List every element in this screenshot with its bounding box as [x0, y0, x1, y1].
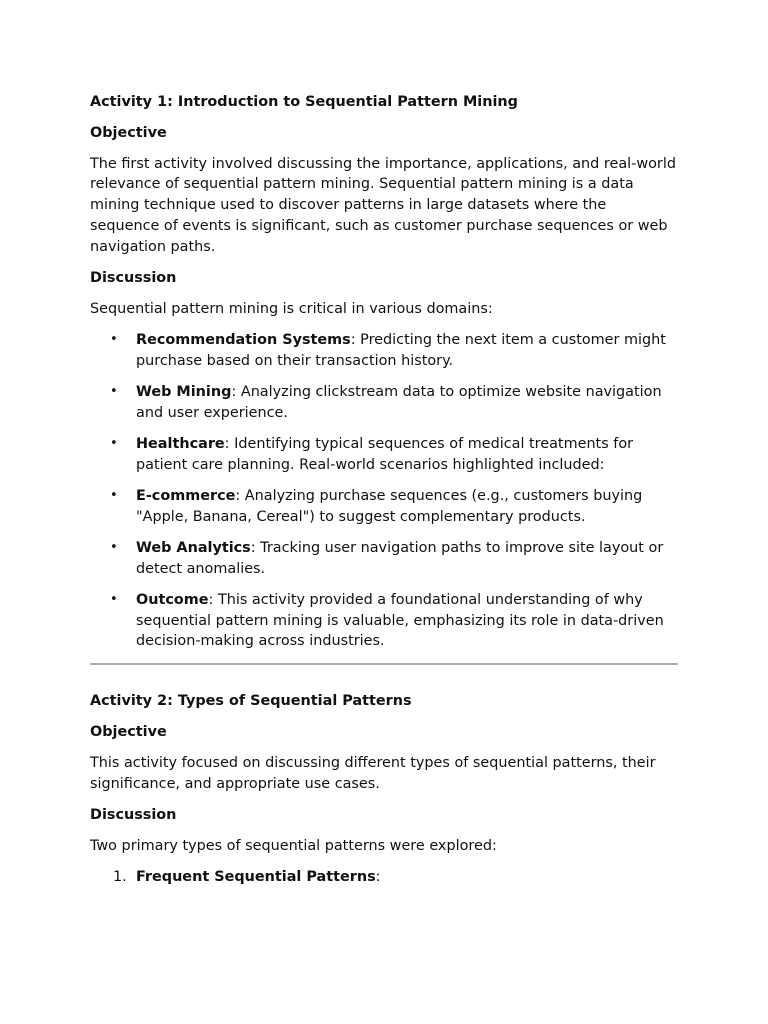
list-item [90, 867, 678, 888]
activity1-discussion-intro: Sequential pattern mining is critical in various domains: [90, 300, 493, 317]
list-item-text: : Predicting the next item a customer might purchase based on their transaction history. [136, 331, 666, 369]
bullet-icon: • [110, 487, 118, 503]
horizontal-divider [90, 663, 678, 665]
list-item [90, 538, 678, 580]
list-item-term: Web Mining [136, 383, 232, 400]
list-item-term: Outcome [136, 591, 209, 608]
bullet-icon: • [110, 383, 118, 399]
activity2-objective-heading: Objective [90, 724, 167, 741]
list-item-text: : Analyzing purchase sequences (e.g., customers buying "Apple, Banana, Cereal") to suggest complementary products. [136, 487, 643, 525]
list-item-text: : Tracking user navigation paths to improve site layout or detect anomalies. [136, 539, 664, 577]
activity2-numbered-list [90, 867, 678, 888]
list-item [90, 486, 678, 528]
list-item [90, 330, 678, 372]
activity2-discussion-heading: Discussion [90, 806, 177, 823]
list-item-term: Healthcare [136, 435, 225, 452]
list-item [90, 434, 678, 476]
list-item-term: Frequent Sequential Patterns [136, 868, 376, 885]
list-item-term: E-commerce [136, 487, 236, 504]
activity2-discussion-intro: Two primary types of sequential patterns were explored: [90, 837, 497, 854]
list-item-text: : Identifying typical sequences of medical treatments for patient care planning. Real-world scenarios highlighted included: [136, 435, 634, 473]
list-item [90, 590, 678, 652]
document-page [90, 92, 678, 888]
activity1-bullet-list [90, 330, 678, 652]
bullet-icon: • [110, 435, 118, 451]
list-item-number: 1. [113, 868, 127, 885]
activity1-objective-text: The first activity involved discussing the importance, applications, and real-world relevance of sequential pattern mining. Sequential pattern mining is a data mining technique used to discover patterns in large datasets where the sequence of events is significant, such as customer purchase sequences or web navigation paths. [90, 155, 676, 255]
list-item-term: Recommendation Systems [136, 331, 351, 348]
activity1-objective-heading: Objective [90, 124, 167, 141]
bullet-icon: • [110, 591, 118, 607]
activity2-title: Activity 2: Types of Sequential Patterns [90, 693, 412, 710]
activity2-objective-text: This activity focused on discussing different types of sequential patterns, their significance, and appropriate use cases. [90, 754, 656, 792]
list-item-text: : This activity provided a foundational understanding of why sequential pattern mining is valuable, emphasizing its role in data-driven decision-making across industries. [136, 591, 664, 650]
activity1-discussion-heading: Discussion [90, 269, 177, 286]
bullet-icon: • [110, 331, 118, 347]
activity1-title: Activity 1: Introduction to Sequential Pattern Mining [90, 94, 518, 110]
list-item-text: : [375, 868, 381, 885]
list-item-term: Web Analytics [136, 539, 251, 556]
list-item [90, 382, 678, 424]
list-item-text: : Analyzing clickstream data to optimize website navigation and user experience. [136, 383, 662, 421]
bullet-icon: • [110, 539, 118, 555]
